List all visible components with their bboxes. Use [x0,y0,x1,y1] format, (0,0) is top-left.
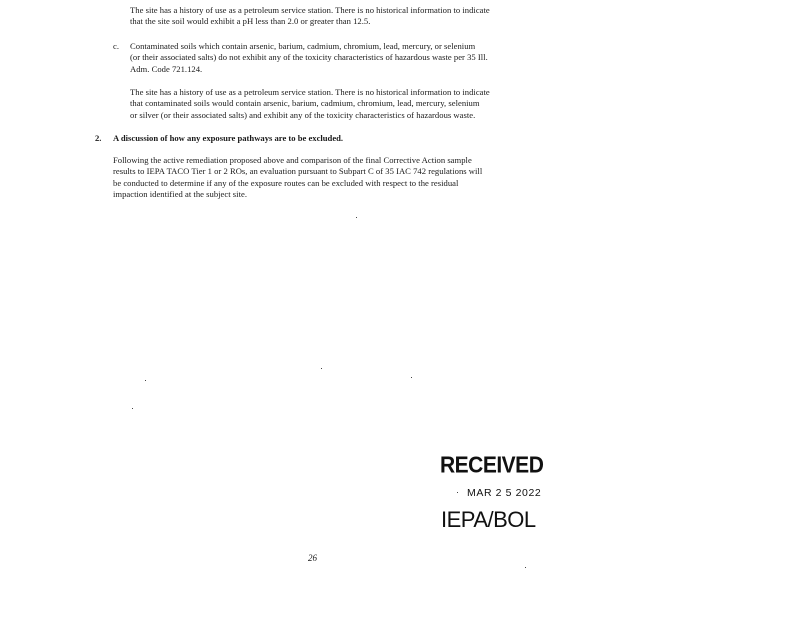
item-2-body-paragraph [113,155,482,201]
section-c-history-paragraph [130,87,490,121]
received-date-stamp: MAR 2 5 2022 [467,487,542,499]
text-line: The site has a history of use as a petroleum service station. There is no historical information to indicate [130,87,490,97]
text-line: Adm. Code 721.124. [130,63,203,74]
scan-speck [132,408,133,409]
text-line: (or their associated salts) do not exhibit any of the toxicity characteristics of hazardous waste per 35 Ill. [130,52,488,63]
text-line: Following the active remediation proposed above and comparison of the final Corrective Action sample [113,155,472,165]
text-line: The site has a history of use as a petroleum service station. There is no historical information to indicate [130,5,490,15]
page-number: 26 [308,553,317,563]
scan-speck [525,567,526,568]
text-line: that the site soil would exhibit a pH less than 2.0 or greater than 12.5. [130,16,371,27]
scan-speck [356,217,357,218]
received-stamp: RECEIVED [440,453,544,478]
text-line: that contaminated soils would contain arsenic, barium, cadmium, chromium, lead, mercury, selenium [130,98,480,109]
scan-speck [411,377,412,378]
text-line: Contaminated soils which contain arsenic, barium, cadmium, chromium, lead, mercury, or selenium [130,41,476,51]
item-c-paragraph [130,41,488,75]
section-b-history-paragraph [130,5,490,28]
section-2-heading: A discussion of how any exposure pathways are to be excluded. [113,133,344,143]
text-line: be conducted to determine if any of the exposure routes can be excluded with respect to the residual [113,177,459,188]
scan-speck [321,368,322,369]
list-marker-2: 2. [95,133,102,143]
office-stamp: IEPA/BOL [441,507,536,532]
scan-speck [457,492,458,493]
list-marker-c: c. [113,41,119,51]
text-line: or silver (or their associated salts) and exhibit any of the toxicity characteristics of hazardous waste. [130,109,476,120]
scan-speck [145,380,146,381]
text-line: results to IEPA TACO Tier 1 or 2 ROs, an evaluation pursuant to Subpart C of 35 IAC 742 regulations will [113,166,483,177]
text-line: impaction identified at the subject site. [113,189,247,200]
